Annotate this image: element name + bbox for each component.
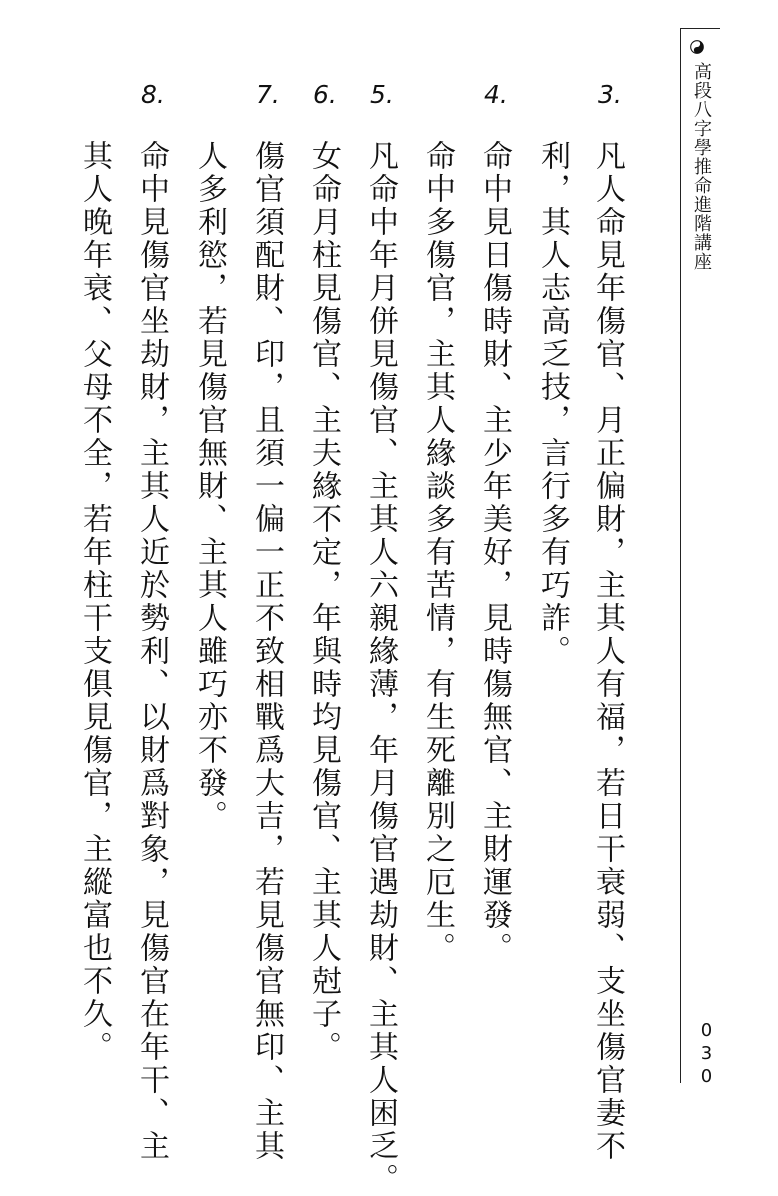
item-number-4: 4.	[484, 80, 508, 109]
page-number: 030	[696, 1020, 717, 1089]
item-6-line-1: 女命月柱見傷官、主夫緣不定，年與時均見傷官、主其人尅子。	[306, 140, 341, 1064]
item-8-line-1: 命中見傷官坐劫財，主其人近於勢利、以財爲對象，見傷官在年干、主	[134, 140, 169, 1163]
item-extra-line-1: 命中多傷官，主其人緣談多有苦情，有生死離別之厄生。	[420, 140, 455, 965]
item-7-line-1: 傷官須配財、印，且須一偏一正不致相戰爲大吉，若見傷官無印、主其	[249, 140, 284, 1163]
item-3-line-1: 凡人命見年傷官、月正偏財，主其人有福，若日干衰弱、支坐傷官妻不	[590, 140, 625, 1163]
item-number-8: 8.	[141, 80, 165, 109]
header-top-rule	[680, 28, 720, 29]
item-number-7: 7.	[256, 80, 280, 109]
yin-yang-icon	[690, 40, 704, 54]
item-3-line-2: 利，其人志高乏技，言行多有巧詐。	[535, 140, 570, 668]
item-5-line-1: 凡命中年月併見傷官、主其人六親緣薄，年月傷官遇劫財、主其人困乏。	[363, 140, 398, 1196]
header-divider-rule	[680, 28, 681, 1083]
book-title: 高段八字學推命進階講座	[691, 62, 712, 271]
item-8-line-2: 其人晚年衰、父母不全，若年柱干支俱見傷官，主縱富也不久。	[77, 140, 112, 1064]
item-number-6: 6.	[313, 80, 337, 109]
item-4-line-1: 命中見日傷時財、主少年美好，見時傷無官、主財運發。	[477, 140, 512, 965]
item-7-line-2: 人多利慾，若見傷官無財、主其人雖巧亦不發。	[192, 140, 227, 833]
item-number-5: 5.	[370, 80, 394, 109]
item-number-3: 3.	[598, 80, 622, 109]
